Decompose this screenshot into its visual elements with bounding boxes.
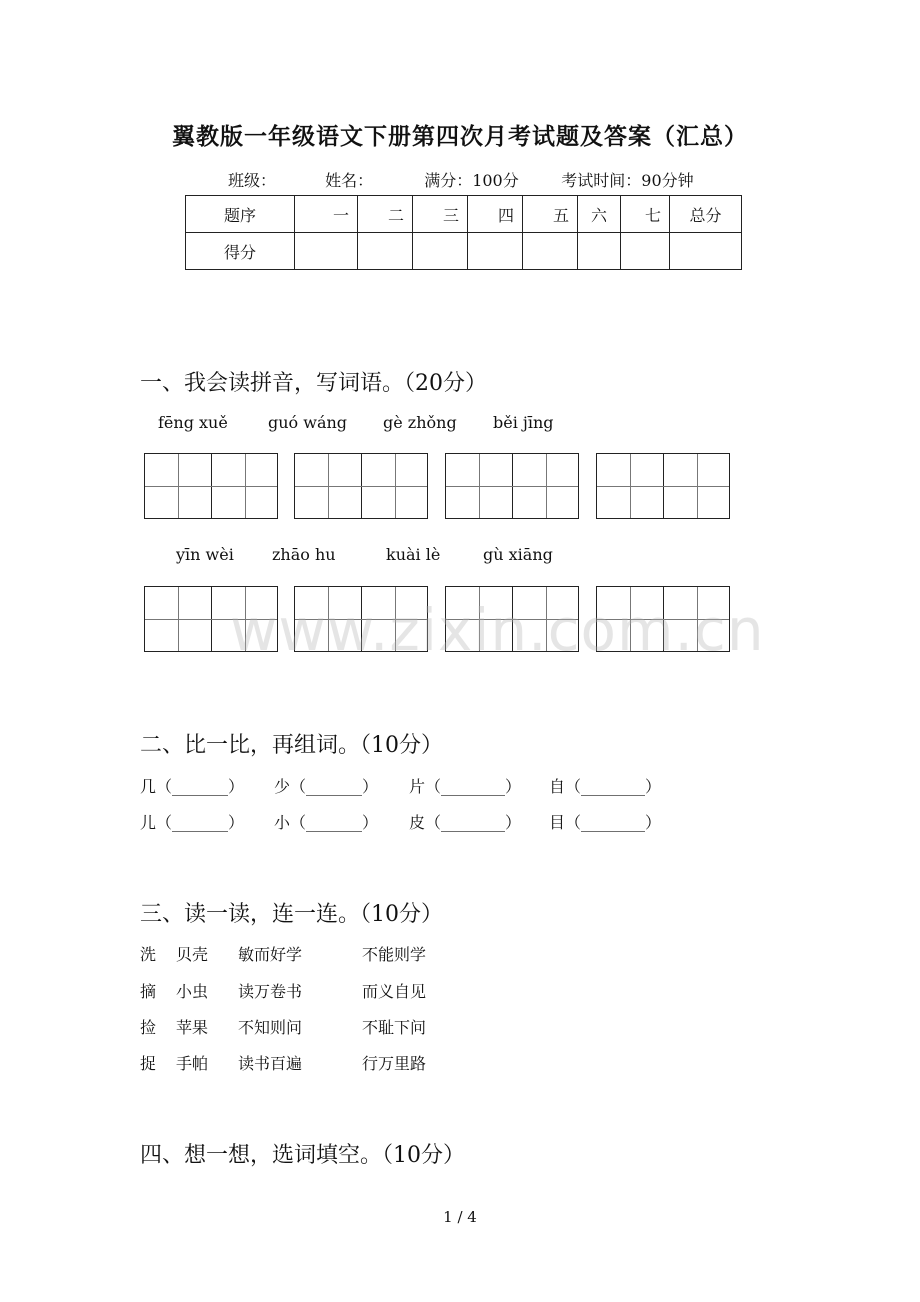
pinyin: gè zhǒng [383, 413, 457, 432]
writing-grid[interactable] [445, 453, 579, 519]
score-table-header-row [186, 196, 742, 233]
header-cell: 五 [523, 196, 578, 233]
proverb-second-half[interactable]: 而义自见 [362, 982, 427, 1001]
header-cell: 总分 [670, 196, 742, 233]
score-cell[interactable] [578, 233, 621, 270]
score-cell[interactable] [670, 233, 742, 270]
compare-item[interactable]: 儿（_______） [140, 813, 245, 832]
class-label: 班级： [228, 171, 277, 190]
watermark: www.zixin.com.cn [230, 596, 765, 664]
writing-grid[interactable] [596, 453, 730, 519]
verb-item[interactable]: 摘 [140, 982, 157, 1001]
compare-item[interactable]: 少（_______） [274, 777, 379, 796]
pinyin: guó wáng [268, 413, 348, 432]
score-table [185, 195, 742, 270]
header-cell: 三 [413, 196, 468, 233]
object-item[interactable]: 小虫 [176, 982, 209, 1001]
exam-meta [228, 168, 694, 191]
proverb-second-half[interactable]: 不耻下问 [362, 1018, 427, 1037]
score-cell[interactable] [358, 233, 413, 270]
pinyin: gù xiāng [483, 545, 553, 564]
header-cell: 四 [468, 196, 523, 233]
score-cell[interactable] [295, 233, 358, 270]
verb-item[interactable]: 捉 [140, 1054, 157, 1073]
score-cell[interactable] [621, 233, 670, 270]
object-item[interactable]: 贝壳 [176, 945, 209, 964]
header-cell: 七 [621, 196, 670, 233]
page-number: 1 / 4 [443, 1208, 477, 1226]
exam-time: 考试时间：90分钟 [561, 171, 694, 190]
pinyin: fēng xuě [158, 413, 228, 432]
section2-heading: 二、比一比，再组词。（10分） [140, 733, 443, 758]
full-score: 满分：100分 [424, 171, 519, 190]
score-cell[interactable] [413, 233, 468, 270]
compare-item[interactable]: 片（________） [409, 777, 522, 796]
writing-grid[interactable] [144, 453, 278, 519]
score-table-score-row [186, 233, 742, 270]
proverb-second-half[interactable]: 行万里路 [362, 1054, 427, 1073]
proverb-first-half[interactable]: 敏而好学 [238, 945, 303, 964]
pinyin: zhāo hu [272, 545, 336, 564]
page-title: 翼教版一年级语文下册第四次月考试题及答案（汇总） [172, 123, 748, 150]
object-item[interactable]: 手帕 [176, 1054, 209, 1073]
compare-item[interactable]: 自（________） [549, 777, 662, 796]
proverb-first-half[interactable]: 读书百遍 [238, 1054, 303, 1073]
pinyin: kuài lè [386, 545, 441, 564]
header-cell: 题序 [186, 196, 295, 233]
object-item[interactable]: 苹果 [176, 1018, 209, 1037]
compare-item[interactable]: 小（_______） [274, 813, 379, 832]
score-cell[interactable] [468, 233, 523, 270]
pinyin: yīn wèi [176, 545, 234, 564]
header-cell: 六 [578, 196, 621, 233]
name-label: 姓名： [325, 171, 374, 190]
verb-item[interactable]: 捡 [140, 1018, 157, 1037]
compare-item[interactable]: 皮（________） [409, 813, 522, 832]
header-cell: 一 [295, 196, 358, 233]
proverb-first-half[interactable]: 不知则问 [238, 1018, 303, 1037]
compare-item[interactable]: 几（_______） [140, 777, 245, 796]
compare-item[interactable]: 目（________） [549, 813, 662, 832]
proverb-first-half[interactable]: 读万卷书 [238, 982, 303, 1001]
score-cell[interactable] [523, 233, 578, 270]
section3-heading: 三、读一读，连一连。（10分） [140, 902, 443, 927]
header-cell: 二 [358, 196, 413, 233]
section4-heading: 四、想一想，选词填空。（10分） [140, 1143, 465, 1168]
pinyin: běi jīng [493, 413, 554, 432]
score-row-label: 得分 [186, 233, 295, 270]
proverb-second-half[interactable]: 不能则学 [362, 945, 427, 964]
writing-grid[interactable] [294, 453, 428, 519]
verb-item[interactable]: 洗 [140, 945, 157, 964]
section1-heading: 一、我会读拼音，写词语。（20分） [140, 371, 487, 396]
